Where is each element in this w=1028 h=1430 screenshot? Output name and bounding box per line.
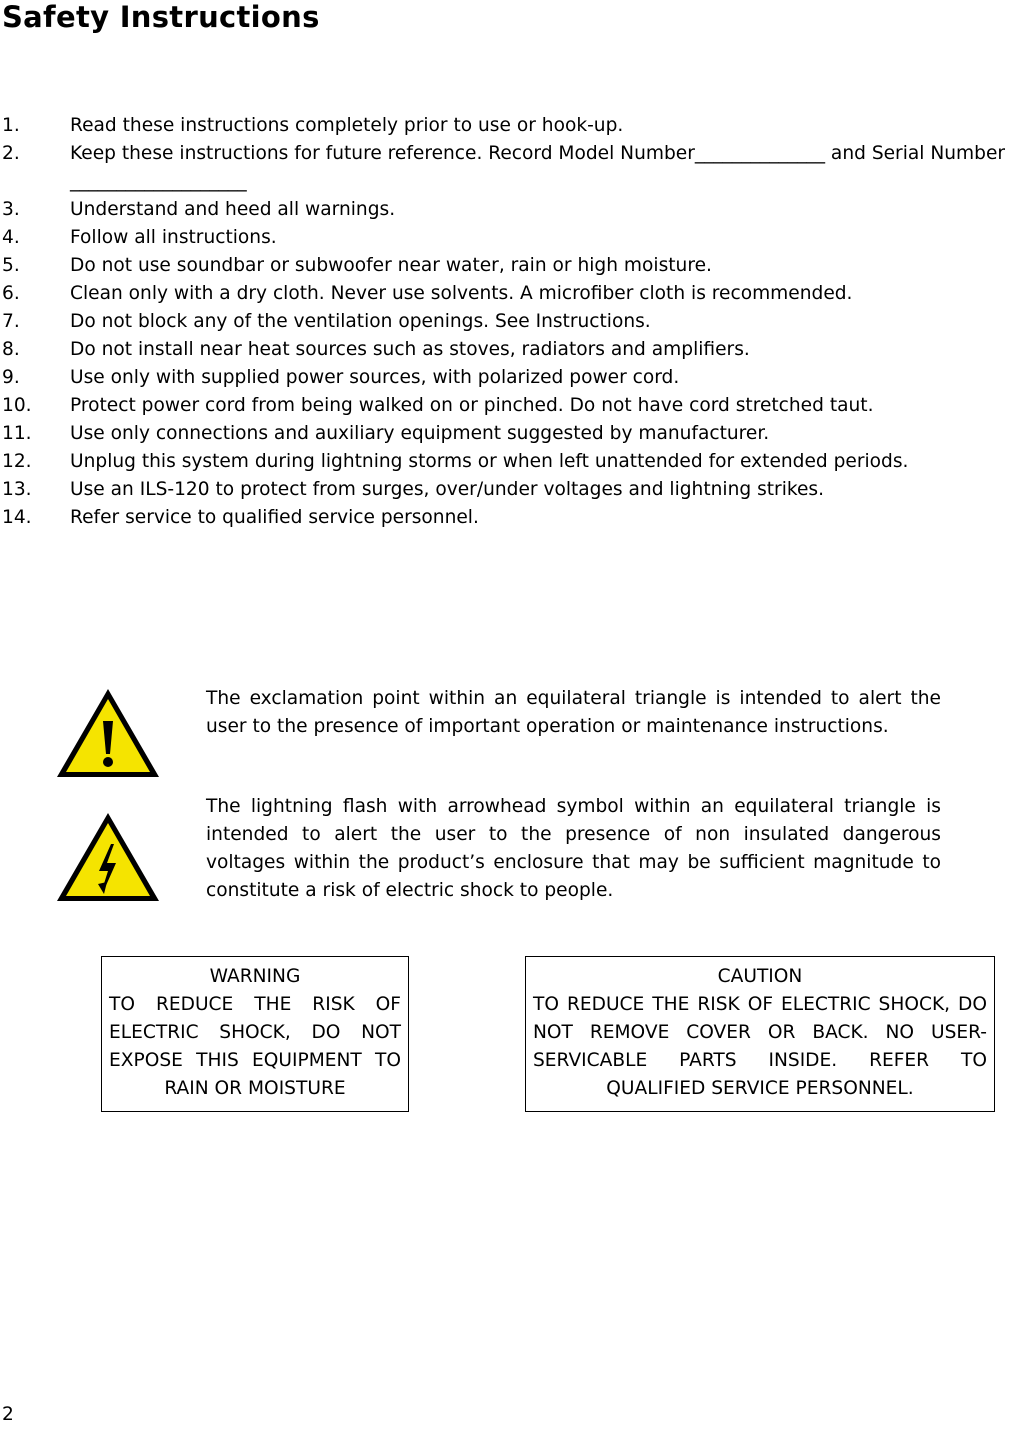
list-item [2,336,1028,364]
list-item [2,308,1028,336]
item-number: 13. [2,479,32,500]
item-text: Do not use soundbar or subwoofer near water, rain or high moisture. [70,255,712,276]
item-text: Keep these instructions for future reference. Record Model Number______________ and Serial Number ___________________ [70,143,1011,192]
item-number: 3. [2,199,20,220]
item-number: 8. [2,339,20,360]
item-number: 4. [2,227,20,248]
page-number: 2 [2,1404,14,1425]
item-text: Unplug this system during lightning storms or when left unattended for extended periods. [70,451,909,472]
item-text: Read these instructions completely prior to use or hook-up. [70,115,624,136]
item-number: 14. [2,507,32,528]
list-item [2,448,1028,476]
item-text: Protect power cord from being walked on or pinched. Do not have cord stretched taut. [70,395,874,416]
lightning-description: The lightning flash with arrowhead symbol within an equilateral triangle is intended to alert the user to the presence of non insulated dangerous voltages within the product’s enclosure that may be sufficient magnitude to constitute a risk of electric shock to people. [206,796,941,901]
warning-body: TO REDUCE THE RISK OF ELECTRIC SHOCK, DO NOT EXPOSE THIS EQUIPMENT TO RAIN OR MOISTURE [109,994,401,1099]
list-item [2,140,1028,196]
exclamation-symbol-row [54,686,954,780]
item-number: 5. [2,255,20,276]
caution-box [525,956,995,1112]
caution-title: CAUTION [717,966,803,987]
list-item [2,252,1028,280]
item-text: Do not install near heat sources such as stoves, radiators and amplifiers. [70,339,750,360]
list-item [2,392,1028,420]
list-item [2,504,1028,532]
page-title: Safety Instructions [2,0,320,34]
warning-title: WARNING [209,966,301,987]
list-item [2,280,1028,308]
item-number: 7. [2,311,20,332]
item-text: Follow all instructions. [70,227,277,248]
lightning-warning-icon [54,810,162,904]
list-item [2,364,1028,392]
list-item [2,420,1028,448]
item-text: Understand and heed all warnings. [70,199,396,220]
item-number: 10. [2,395,32,416]
exclamation-description: The exclamation point within an equilateral triangle is intended to alert the user to the presence of important operation or maintenance instructions. [206,688,941,737]
list-item [2,476,1028,504]
item-number: 9. [2,367,20,388]
lightning-symbol-row [54,796,954,904]
item-text: Use an ILS-120 to protect from surges, over/under voltages and lightning strikes. [70,479,824,500]
exclamation-warning-icon [54,686,162,780]
list-item [2,112,1028,140]
item-text: Use only connections and auxiliary equipment suggested by manufacturer. [70,423,770,444]
item-number: 12. [2,451,32,472]
item-text: Do not block any of the ventilation openings. See Instructions. [70,311,651,332]
list-item [2,196,1028,224]
item-number: 1. [2,115,20,136]
item-number: 2. [2,143,20,164]
item-text: Clean only with a dry cloth. Never use solvents. A microfiber cloth is recommended. [70,283,853,304]
item-number: 6. [2,283,20,304]
warning-box [101,956,409,1112]
list-item [2,224,1028,252]
item-text: Use only with supplied power sources, with polarized power cord. [70,367,680,388]
item-text: Refer service to qualified service personnel. [70,507,479,528]
item-number: 11. [2,423,32,444]
caution-body: TO REDUCE THE RISK OF ELECTRIC SHOCK, DO NOT REMOVE COVER OR BACK. NO USER-SERVICABLE PARTS INSIDE. REFER TO QUALIFIED SERVICE PERSONNEL. [533,994,987,1099]
instructions-list [2,112,1028,532]
